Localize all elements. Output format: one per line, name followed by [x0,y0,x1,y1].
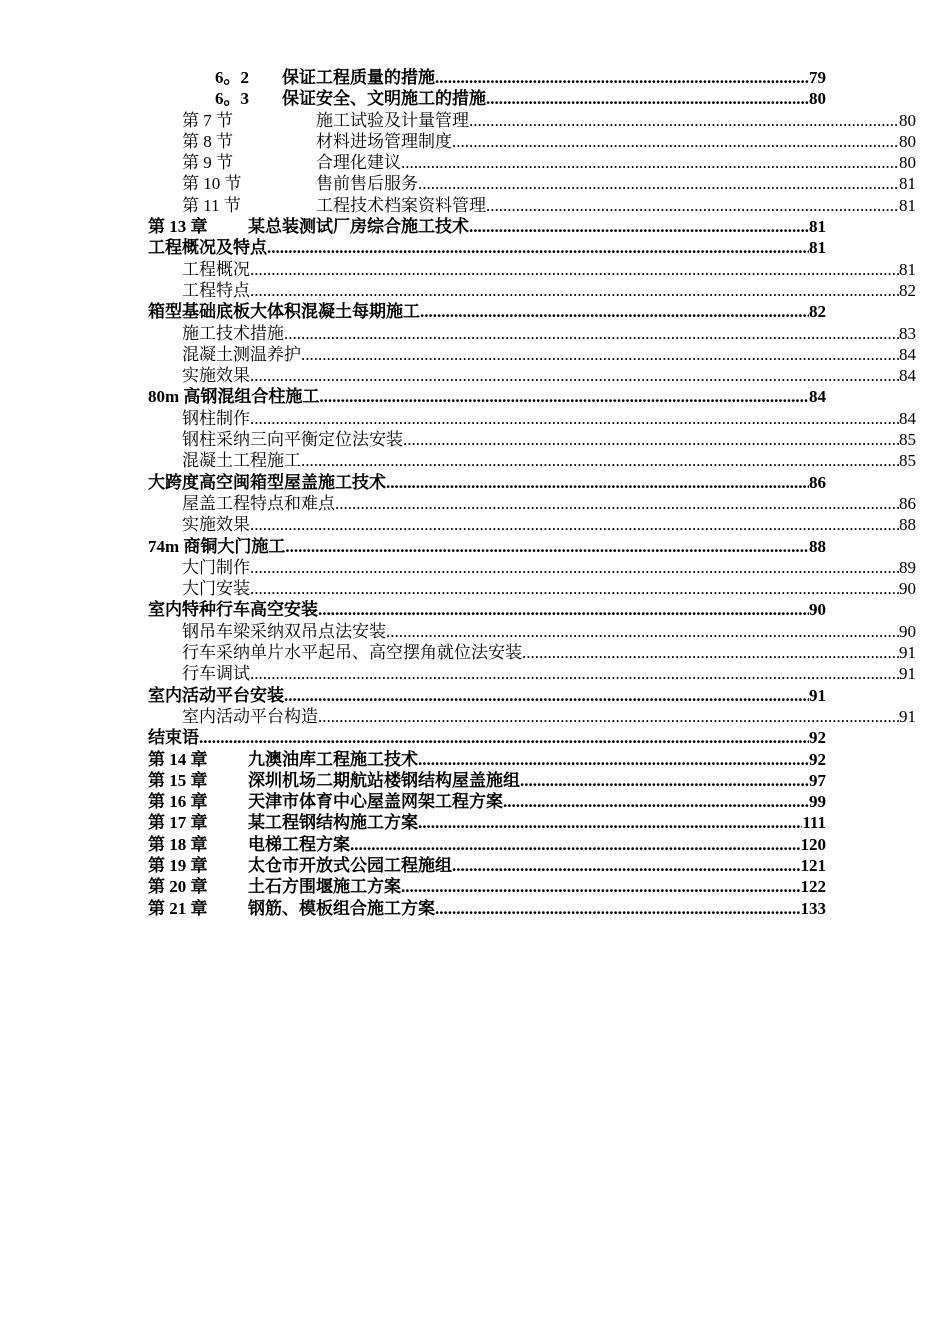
dot-leader [301,450,899,471]
toc-entry-line [215,67,826,88]
toc-entry-line [182,578,916,599]
table-of-contents [0,67,950,919]
dot-leader [403,429,899,450]
toc-entry[interactable] [0,642,950,663]
toc-entry-page-number: 92 [809,749,826,769]
toc-entry-line [148,749,826,770]
toc-entry-line [148,472,826,493]
toc-entry-page-number: 80 [899,131,916,151]
toc-entry-line [148,770,826,791]
dot-leader [250,578,899,599]
toc-entry-title: 混凝土工程施工 [182,451,301,471]
toc-entry-number: 第 18 章 [148,834,208,854]
toc-entry[interactable] [0,344,950,365]
toc-entry-line [182,173,916,194]
toc-entry[interactable] [0,599,950,620]
dot-leader [250,365,899,386]
dot-leader [199,727,809,748]
toc-entry-page-number: 91 [899,706,916,726]
toc-entry-title: 箱型基础底板大体积混凝土每期施工 [148,302,420,322]
toc-entry[interactable] [0,493,950,514]
toc-entry[interactable] [0,770,950,791]
toc-entry-number: 第 14 章 [148,749,208,769]
dot-leader [318,599,809,620]
toc-entry[interactable] [0,195,950,216]
toc-entry-line [148,876,826,897]
toc-entry[interactable] [0,365,950,386]
toc-entry-number: 第 13 章 [148,217,208,237]
dot-leader [469,110,899,131]
toc-entry-line [182,642,916,663]
toc-entry-title: 钢柱采纳三向平衡定位法安装 [182,430,403,450]
toc-entry-title: 钢柱制作 [182,408,250,428]
toc-entry[interactable] [0,685,950,706]
dot-leader [335,493,899,514]
toc-entry[interactable] [0,706,950,727]
toc-entry-page-number: 81 [809,217,826,237]
toc-entry-page-number: 86 [809,472,826,492]
dot-leader [469,216,809,237]
toc-entry-line [148,536,826,557]
toc-entry-title: 合理化建议 [316,153,401,173]
toc-entry-line [148,727,826,748]
toc-entry[interactable] [0,280,950,301]
toc-entry-page-number: 84 [899,366,916,386]
toc-entry-page-number: 84 [899,408,916,428]
toc-entry-page-number: 81 [899,195,916,215]
toc-entry[interactable] [0,557,950,578]
toc-entry[interactable] [0,67,950,88]
toc-entry-number: 第 20 章 [148,877,208,897]
toc-entry[interactable] [0,216,950,237]
toc-entry-title: 工程技术档案资料管理 [316,195,486,215]
dot-leader [250,259,899,280]
toc-entry-title: 大跨度高空闽箱型屋盖施工技术 [148,472,386,492]
toc-entry-page-number: 91 [899,664,916,684]
toc-entry[interactable] [0,237,950,258]
toc-entry-page-number: 89 [899,557,916,577]
toc-entry-title: 工程概况及特点 [148,238,267,258]
toc-entry-number: 第 15 章 [148,770,208,790]
toc-entry-number: 第 9 节 [182,153,233,173]
toc-entry-title: 电梯工程方案 [248,834,350,854]
toc-entry[interactable] [0,898,950,919]
toc-entry-line [182,514,916,535]
toc-entry-page-number: 81 [899,259,916,279]
toc-entry-page-number: 80 [899,153,916,173]
toc-entry-number: 第 8 节 [182,131,233,151]
toc-entry-line [182,706,916,727]
dot-leader [486,88,809,109]
toc-entry-page-number: 79 [809,68,826,87]
toc-entry-title: 室内活动平台构造 [182,706,318,726]
toc-entry[interactable] [0,259,950,280]
toc-entry[interactable] [0,110,950,131]
dot-leader [319,386,809,407]
toc-entry[interactable] [0,301,950,322]
dot-leader [503,791,809,812]
dot-leader [522,642,899,663]
toc-entry-line [182,429,916,450]
toc-entry-title: 钢筋、模板组合施工方案 [248,898,435,918]
toc-entry-line [148,834,826,855]
toc-entry-title: 某总装测试厂房综合施工技术 [248,217,469,237]
toc-entry-page-number: 82 [809,302,826,322]
toc-entry-title: 80m 高钢混组合柱施工 [148,387,320,407]
toc-entry-line [182,152,916,173]
dot-leader [418,173,899,194]
toc-entry-line [148,237,826,258]
toc-entry-title: 某工程钢结构施工方案 [248,813,418,833]
toc-entry-page-number: 91 [809,685,826,705]
dot-leader [250,663,899,684]
toc-entry-title: 行车采纳单片水平起吊、高空摆角就位法安装 [182,643,522,663]
toc-entry-title: 工程特点 [182,280,250,300]
toc-entry-line [148,855,826,876]
toc-entry-number: 6。2 [215,68,249,87]
dot-leader [250,557,899,578]
dot-leader [318,706,899,727]
toc-entry-title: 深圳机场二期航站楼钢结构屋盖施组 [248,770,520,790]
dot-leader [452,855,801,876]
toc-entry-page-number: 85 [899,451,916,471]
toc-entry-title: 九澳油库工程施工技术 [248,749,418,769]
toc-entry[interactable] [0,536,950,557]
toc-entry[interactable] [0,812,950,833]
toc-entry[interactable] [0,663,950,684]
toc-entry-page-number: 80 [809,89,826,109]
toc-entry-line [182,450,916,471]
toc-entry-number: 第 16 章 [148,792,208,812]
toc-entry-line [182,621,916,642]
toc-entry[interactable] [0,429,950,450]
dot-leader [520,770,809,791]
toc-entry[interactable] [0,855,950,876]
toc-entry-title: 保证安全、文明施工的措施 [282,89,486,109]
toc-entry-line [182,493,916,514]
toc-entry[interactable] [0,621,950,642]
dot-leader [284,323,899,344]
dot-leader [250,280,899,301]
toc-entry[interactable] [0,386,950,407]
toc-entry-line [148,685,826,706]
toc-entry-title: 售前售后服务 [316,174,418,194]
toc-entry[interactable] [0,408,950,429]
toc-entry-number: 6。3 [215,89,249,109]
toc-entry-title: 钢吊车梁采纳双吊点法安装 [182,621,386,641]
toc-entry[interactable] [0,131,950,152]
toc-entry-line [148,599,826,620]
dot-leader [418,749,809,770]
toc-entry-title: 天津市体育中心屋盖网架工程方案 [248,792,503,812]
toc-entry-line [182,557,916,578]
dot-leader [284,685,809,706]
toc-entry-page-number: 84 [899,344,916,364]
toc-entry-page-number: 133 [800,898,826,918]
toc-entry-line [182,365,916,386]
dot-leader [486,195,899,216]
toc-entry-page-number: 120 [800,834,826,854]
toc-entry-line [182,131,916,152]
dot-leader [301,344,899,365]
dot-leader [285,536,809,557]
toc-entry[interactable] [0,791,950,812]
toc-entry-number: 第 7 节 [182,110,233,130]
dot-leader [401,152,899,173]
toc-entry-page-number: 82 [899,280,916,300]
toc-entry-title: 室内特种行车高空安装 [148,600,318,620]
toc-entry[interactable] [0,749,950,770]
toc-entry-page-number: 121 [800,855,826,875]
dot-leader [418,812,802,833]
toc-entry[interactable] [0,472,950,493]
toc-entry-page-number: 81 [899,174,916,194]
toc-entry-title: 结束语 [148,728,199,748]
toc-entry[interactable] [0,88,950,109]
toc-entry-line [148,812,826,833]
toc-entry-title: 保证工程质量的措施 [282,68,435,87]
toc-entry[interactable] [0,834,950,855]
toc-entry-title: 工程概况 [182,259,250,279]
toc-entry-number: 第 11 节 [182,195,241,215]
toc-entry-line [182,408,916,429]
toc-entry-page-number: 99 [809,792,826,812]
toc-entry-page-number: 91 [899,643,916,663]
toc-entry-line [148,386,826,407]
toc-entry-title: 屋盖工程特点和难点 [182,493,335,513]
toc-entry-title: 74m 商铜大门施工 [148,536,286,556]
toc-entry-page-number: 92 [809,728,826,748]
toc-entry-page-number: 88 [809,536,826,556]
toc-entry-title: 大门制作 [182,557,250,577]
dot-leader [250,408,899,429]
toc-entry-title: 材料进场管理制度 [316,131,452,151]
toc-entry-line [215,88,826,109]
toc-entry-title: 实施效果 [182,366,250,386]
dot-leader [420,301,809,322]
dot-leader [267,237,809,258]
toc-entry-title: 实施效果 [182,515,250,535]
toc-entry-line [182,323,916,344]
toc-entry-number: 第 17 章 [148,813,208,833]
toc-entry-line [182,195,916,216]
dot-leader [435,67,809,88]
dot-leader [435,898,801,919]
toc-entry[interactable] [0,727,950,748]
toc-entry-number: 第 21 章 [148,898,208,918]
toc-entry-page-number: 90 [809,600,826,620]
dot-leader [350,834,801,855]
toc-entry-title: 施工试验及计量管理 [316,110,469,130]
toc-entry-number: 第 10 节 [182,174,242,194]
toc-entry-number: 第 19 章 [148,855,208,875]
dot-leader [386,621,899,642]
toc-entry-title: 太仓市开放式公园工程施组 [248,855,452,875]
toc-entry-page-number: 97 [809,770,826,790]
toc-entry-page-number: 83 [899,323,916,343]
toc-entry[interactable] [0,514,950,535]
toc-entry-page-number: 90 [899,579,916,599]
toc-entry[interactable] [0,876,950,897]
toc-entry-page-number: 88 [899,515,916,535]
toc-entry[interactable] [0,450,950,471]
toc-entry[interactable] [0,173,950,194]
toc-entry-page-number: 80 [899,110,916,130]
toc-entry-line [182,663,916,684]
dot-leader [452,131,899,152]
toc-entry-title: 大门安装 [182,579,250,599]
toc-entry-page-number: 86 [899,493,916,513]
toc-entry-line [182,344,916,365]
toc-entry-line [182,259,916,280]
toc-entry-title: 土石方围堰施工方案 [248,877,401,897]
toc-entry-page-number: 111 [802,813,826,833]
toc-entry-line [148,301,826,322]
dot-leader [250,514,899,535]
dot-leader [401,876,801,897]
toc-entry-line [148,791,826,812]
toc-entry[interactable] [0,152,950,173]
toc-entry-line [148,898,826,919]
toc-entry-page-number: 90 [899,621,916,641]
toc-entry[interactable] [0,323,950,344]
toc-entry-page-number: 84 [809,387,826,407]
toc-entry-line [182,110,916,131]
toc-entry-title: 行车调试 [182,664,250,684]
toc-entry-title: 混凝土测温养护 [182,344,301,364]
toc-entry[interactable] [0,578,950,599]
toc-entry-title: 施工技术措施 [182,323,284,343]
toc-entry-page-number: 122 [800,877,826,897]
toc-entry-page-number: 81 [809,238,826,258]
dot-leader [386,472,809,493]
toc-entry-page-number: 85 [899,430,916,450]
toc-entry-line [182,280,916,301]
toc-entry-title: 室内活动平台安装 [148,685,284,705]
toc-entry-line [148,216,826,237]
